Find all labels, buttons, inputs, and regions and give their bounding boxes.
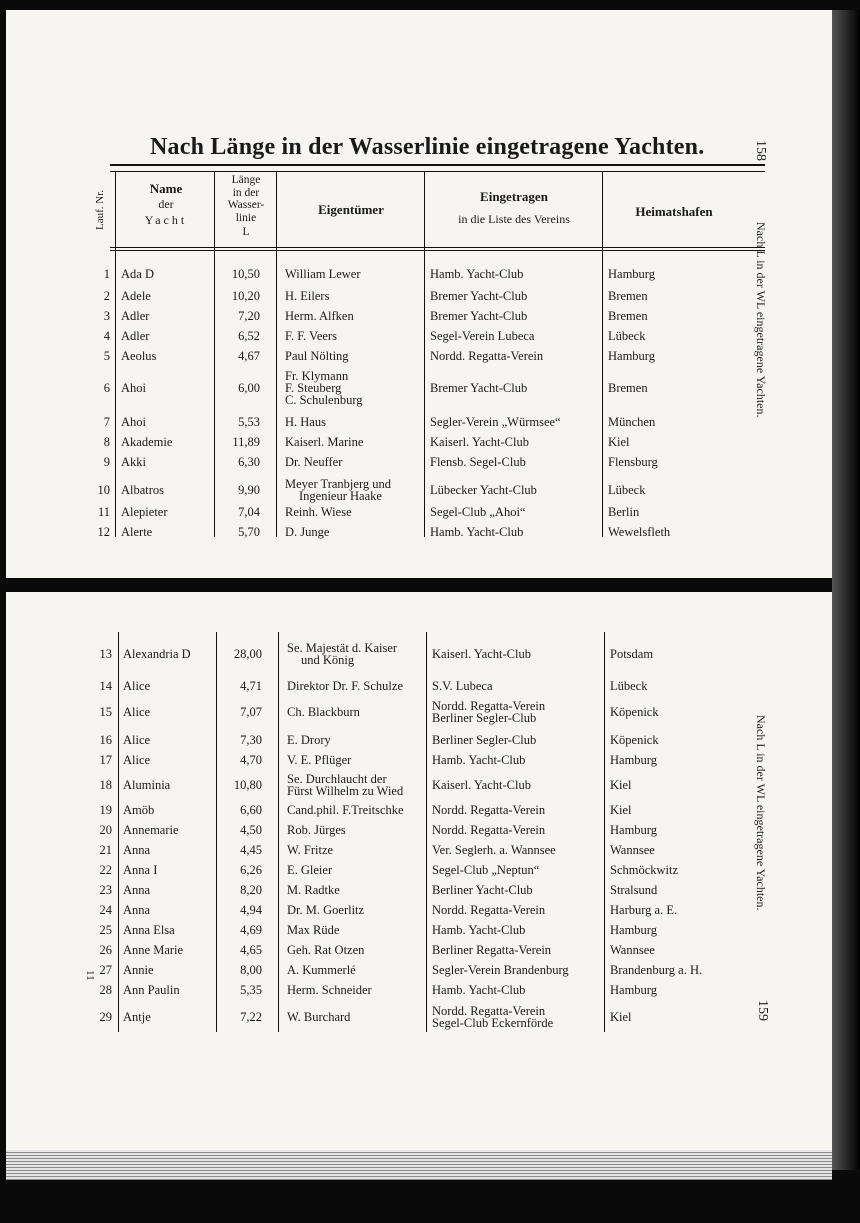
club-cell: [430, 286, 527, 306]
owner-line: D. Junge: [285, 525, 330, 539]
yacht-name: Annie: [123, 963, 154, 977]
waterline-length: 4,65: [240, 943, 262, 957]
yacht-name: Ada D: [121, 267, 154, 281]
club-cell: [432, 980, 525, 1000]
club-cell: [430, 432, 529, 452]
owner-line: H. Eilers: [285, 289, 330, 303]
home-port: Hamburg: [608, 349, 655, 363]
club-cell: [432, 820, 545, 840]
club-cell: [432, 676, 493, 696]
home-port: München: [608, 415, 656, 429]
home-port: Hamburg: [610, 983, 657, 997]
waterline-length: 10,50: [231, 267, 260, 281]
waterline-length: 8,00: [240, 963, 262, 977]
owner-line: A. Kummerlé: [287, 963, 356, 977]
owner-line: Reinh. Wiese: [285, 505, 352, 519]
header-bottom-rule-2: [110, 250, 765, 251]
owner-line: Fr. Klymann: [285, 369, 349, 383]
owner-cell: [287, 750, 427, 770]
home-port: Kiel: [610, 803, 632, 817]
club-line: Bremer Yacht-Club: [430, 381, 528, 395]
owner-cell: [287, 1004, 427, 1030]
club-cell: [432, 940, 551, 960]
owner-line: Kaiserl. Marine: [285, 435, 364, 449]
owner-cell: [285, 452, 425, 472]
yacht-name: Albatros: [121, 483, 165, 497]
yacht-name: Alice: [123, 753, 151, 767]
yacht-name: Amöb: [123, 803, 155, 817]
waterline-length: 10,80: [233, 778, 262, 792]
page-number-top: 158: [753, 140, 768, 161]
club-line: Segler-Verein „Würmsee“: [430, 415, 561, 429]
row-number: 2: [103, 289, 110, 303]
row-number: 22: [99, 863, 112, 877]
club-line: Hamb. Yacht-Club: [430, 525, 524, 539]
row-number: 28: [99, 983, 112, 997]
table-row: [0, 432, 760, 452]
table-row: [0, 452, 760, 472]
table-row: [0, 730, 760, 750]
signature-mark: 11: [84, 970, 96, 981]
home-port: Bremen: [608, 289, 648, 303]
table-row: [0, 676, 760, 696]
yacht-name: Akki: [121, 455, 146, 469]
yacht-name: Anna: [123, 903, 151, 917]
home-port: Schmöckwitz: [610, 863, 679, 877]
row-number: 13: [99, 647, 112, 661]
club-line: Berliner Segler-Club: [432, 733, 537, 747]
owner-line: Direktor Dr. F. Schulze: [287, 679, 403, 693]
yacht-name: Adler: [121, 329, 150, 343]
waterline-length: 5,53: [238, 415, 260, 429]
header-lauf-nr: Lauf. Nr.: [94, 189, 106, 231]
club-cell: [430, 326, 534, 346]
running-head-bottom: Nach L in der WL eingetragene Yachten.: [754, 715, 768, 911]
owner-line: E. Drory: [287, 733, 331, 747]
home-port: Kiel: [608, 435, 630, 449]
club-cell: [430, 346, 543, 366]
header-length: Länge in der Wasser- linie L: [227, 174, 265, 238]
waterline-length: 9,90: [238, 483, 260, 497]
home-port: Berlin: [608, 505, 640, 519]
waterline-length: 4,50: [240, 823, 262, 837]
yacht-name: Anna I: [123, 863, 158, 877]
home-port: Kiel: [610, 778, 632, 792]
club-line: Flensb. Segel-Club: [430, 455, 526, 469]
club-line: S.V. Lubeca: [432, 679, 493, 693]
row-number: 14: [99, 679, 112, 693]
home-port: Wannsee: [610, 943, 655, 957]
owner-cell: [285, 522, 425, 542]
owner-line: M. Radtke: [287, 883, 340, 897]
club-cell: [430, 306, 527, 326]
row-number: 10: [97, 483, 110, 497]
owner-cell: [287, 900, 427, 920]
table-row: [0, 502, 760, 522]
owner-cell: [285, 306, 425, 326]
page-title: Nach Länge in der Wasserlinie eingetragene Yachten.: [150, 134, 705, 160]
owner-line: Max Rüde: [287, 923, 340, 937]
waterline-length: 4,70: [240, 753, 262, 767]
row-number: 6: [103, 381, 110, 395]
header-bottom-rule: [110, 247, 765, 248]
owner-line: W. Burchard: [287, 1010, 351, 1024]
header-registered: Eingetragen in die Liste des Vereins: [458, 189, 570, 226]
table-row: [0, 368, 760, 408]
owner-cell: [285, 412, 425, 432]
owner-line: Rob. Jürges: [287, 823, 346, 837]
table-row: [0, 346, 760, 366]
home-port: Wannsee: [610, 843, 655, 857]
club-cell: [430, 264, 523, 284]
waterline-length: 7,22: [240, 1010, 262, 1024]
owner-line: William Lewer: [285, 267, 361, 281]
row-number: 11: [97, 505, 110, 519]
row-number: 25: [99, 923, 112, 937]
waterline-length: 11,89: [232, 435, 260, 449]
yacht-name: Annemarie: [123, 823, 179, 837]
home-port: Kiel: [610, 1010, 632, 1024]
waterline-length: 6,60: [240, 803, 262, 817]
home-port: Lübeck: [608, 329, 646, 343]
row-number: 16: [99, 733, 112, 747]
club-line: Ver. Seglerh. a. Wannsee: [432, 843, 556, 857]
row-number: 21: [99, 843, 112, 857]
owner-line: Se. Durchlaucht der: [287, 772, 387, 786]
club-line: Kaiserl. Yacht-Club: [430, 435, 529, 449]
owner-line: F. Steuberg: [285, 381, 342, 395]
club-line: Hamb. Yacht-Club: [430, 267, 524, 281]
waterline-length: 7,30: [240, 733, 262, 747]
header-port: Heimatshafen: [635, 204, 713, 219]
table-row: [0, 920, 760, 940]
table-row: [0, 960, 760, 980]
home-port: Lübeck: [610, 679, 648, 693]
club-line: Segler-Verein Brandenburg: [432, 963, 569, 977]
table-row: [0, 326, 760, 346]
owner-cell: [285, 346, 425, 366]
waterline-length: 7,20: [238, 309, 260, 323]
yacht-name: Anna: [123, 883, 151, 897]
owner-line: W. Fritze: [287, 843, 334, 857]
owner-line: F. F. Veers: [285, 329, 337, 343]
owner-line: V. E. Pflüger: [287, 753, 352, 767]
home-port: Flensburg: [608, 455, 658, 469]
club-line: Segel-Club Eckernförde: [432, 1016, 554, 1030]
waterline-length: 5,70: [238, 525, 260, 539]
club-line: Berliner Yacht-Club: [432, 883, 533, 897]
club-line: Nordd. Regatta-Verein: [430, 349, 544, 363]
club-cell: [430, 522, 523, 542]
owner-cell: [285, 370, 425, 406]
row-number: 26: [99, 943, 112, 957]
table-row: [0, 412, 760, 432]
yacht-name: Ahoi: [121, 381, 146, 395]
club-line: Berliner Regatta-Verein: [432, 943, 552, 957]
header-name: Name der Yacht: [144, 181, 188, 227]
owner-cell: [287, 860, 427, 880]
row-number: 1: [103, 267, 110, 281]
owner-cell: [287, 940, 427, 960]
club-cell: [432, 800, 545, 820]
waterline-length: 4,45: [240, 843, 262, 857]
club-cell: [432, 840, 556, 860]
club-cell: [432, 640, 531, 668]
owner-cell: [287, 880, 427, 900]
yacht-name: Alexandria D: [123, 647, 191, 661]
club-line: Hamb. Yacht-Club: [432, 983, 526, 997]
yacht-name: Aeolus: [121, 349, 157, 363]
row-number: 27: [99, 963, 112, 977]
table-row: [0, 820, 760, 840]
club-line: Kaiserl. Yacht-Club: [432, 778, 531, 792]
table-row: [0, 800, 760, 820]
club-line: Hamb. Yacht-Club: [432, 923, 526, 937]
owner-cell: [287, 676, 427, 696]
row-number: 19: [99, 803, 112, 817]
club-line: Lübecker Yacht-Club: [430, 483, 537, 497]
home-port: Bremen: [608, 381, 648, 395]
row-number: 7: [103, 415, 110, 429]
waterline-length: 7,04: [238, 505, 260, 519]
header-owner: Eigentümer: [318, 202, 384, 217]
home-port: Lübeck: [608, 483, 646, 497]
waterline-length: 8,20: [240, 883, 262, 897]
yacht-name: Anna: [123, 843, 151, 857]
table-row: [0, 306, 760, 326]
waterline-length: 4,69: [240, 923, 262, 937]
club-line: Nordd. Regatta-Verein: [432, 1004, 546, 1018]
row-number: 29: [99, 1010, 112, 1024]
club-cell: [432, 900, 545, 920]
home-port: Köpenick: [610, 705, 659, 719]
home-port: Bremen: [608, 309, 648, 323]
club-cell: [432, 772, 531, 798]
owner-cell: [285, 478, 425, 502]
club-cell: [432, 700, 545, 724]
table-row: [0, 860, 760, 880]
table-row: [0, 940, 760, 960]
club-line: Segel-Club „Neptun“: [432, 863, 540, 877]
owner-line: Meyer Tranbjerg und: [285, 477, 392, 491]
club-line: Segel-Verein Lubeca: [430, 329, 535, 343]
owner-line: C. Schulenburg: [285, 393, 363, 407]
club-cell: [430, 502, 525, 522]
club-cell: [430, 412, 561, 432]
owner-cell: [287, 980, 427, 1000]
row-number: 3: [103, 309, 110, 323]
owner-cell: [287, 840, 427, 860]
owner-cell: [287, 800, 427, 820]
owner-cell: [287, 920, 427, 940]
owner-line: und König: [301, 653, 355, 667]
row-number: 23: [99, 883, 112, 897]
table-row: [0, 880, 760, 900]
book-edge-shadow: [832, 10, 860, 1170]
home-port: Hamburg: [610, 753, 657, 767]
waterline-length: 6,52: [238, 329, 260, 343]
owner-line: Ch. Blackburn: [287, 705, 360, 719]
home-port: Brandenburg a. H.: [610, 963, 703, 977]
owner-cell: [287, 730, 427, 750]
club-line: Nordd. Regatta-Verein: [432, 823, 546, 837]
yacht-name: Alice: [123, 679, 151, 693]
home-port: Harburg a. E.: [610, 903, 678, 917]
title-rule: [110, 164, 765, 166]
home-port: Wewelsfleth: [608, 525, 671, 539]
waterline-length: 4,67: [238, 349, 260, 363]
waterline-length: 7,07: [240, 705, 262, 719]
owner-line: Fürst Wilhelm zu Wied: [287, 784, 404, 798]
owner-line: Se. Majestät d. Kaiser: [287, 641, 398, 655]
owner-cell: [285, 502, 425, 522]
waterline-length: 6,26: [240, 863, 262, 877]
owner-line: E. Gleier: [287, 863, 333, 877]
owner-cell: [285, 286, 425, 306]
home-port: Stralsund: [610, 883, 658, 897]
home-port: Hamburg: [608, 267, 655, 281]
owner-cell: [287, 960, 427, 980]
home-port: Hamburg: [610, 923, 657, 937]
owner-line: H. Haus: [285, 415, 326, 429]
yacht-name: Ahoi: [121, 415, 146, 429]
running-head-top: Nach L in der WL eingetragene Yachten.: [754, 222, 768, 418]
table-row: [0, 1004, 760, 1030]
owner-line: Geh. Rat Otzen: [287, 943, 365, 957]
table-row: [0, 772, 760, 798]
yacht-name: Anna Elsa: [123, 923, 175, 937]
club-cell: [430, 368, 527, 408]
yacht-name: Alepieter: [121, 505, 168, 519]
yacht-name: Adele: [121, 289, 151, 303]
owner-cell: [287, 642, 427, 666]
home-port: Hamburg: [610, 823, 657, 837]
table-row: [0, 750, 760, 770]
yacht-name: Adler: [121, 309, 150, 323]
waterline-length: 10,20: [231, 289, 260, 303]
row-number: 4: [103, 329, 110, 343]
waterline-length: 6,30: [238, 455, 260, 469]
yacht-name: Alice: [123, 733, 151, 747]
club-line: Bremer Yacht-Club: [430, 289, 528, 303]
row-number: 20: [99, 823, 112, 837]
waterline-length: 4,71: [240, 679, 262, 693]
club-line: Nordd. Regatta-Verein: [432, 903, 546, 917]
row-number: 17: [99, 753, 112, 767]
owner-line: Cand.phil. F.Treitschke: [287, 803, 404, 817]
row-number: 8: [103, 435, 110, 449]
club-line: Hamb. Yacht-Club: [432, 753, 526, 767]
club-line: Nordd. Regatta-Verein: [432, 803, 546, 817]
club-cell: [432, 880, 533, 900]
club-cell: [432, 1005, 553, 1029]
table-row: [0, 700, 760, 724]
row-number: 12: [97, 525, 110, 539]
row-number: 15: [99, 705, 112, 719]
club-line: Berliner Segler-Club: [432, 711, 537, 725]
club-line: Nordd. Regatta-Verein: [432, 699, 546, 713]
row-number: 5: [103, 349, 110, 363]
table-row: [0, 640, 760, 668]
table-row: [0, 840, 760, 860]
club-cell: [432, 750, 525, 770]
owner-cell: [287, 820, 427, 840]
club-cell: [432, 960, 569, 980]
table-row: [0, 478, 760, 502]
yacht-name: Aluminia: [123, 778, 171, 792]
club-cell: [432, 730, 536, 750]
owner-line: Paul Nölting: [285, 349, 349, 363]
table-row: [0, 980, 760, 1000]
header-top-rule: [110, 171, 765, 172]
owner-line: Dr. M. Goerlitz: [287, 903, 365, 917]
page-stack-edge: [6, 1150, 832, 1180]
waterline-length: 6,00: [238, 381, 260, 395]
owner-line: Ingenieur Haake: [299, 489, 382, 503]
yacht-name: Alerte: [121, 525, 153, 539]
owner-cell: [287, 773, 427, 797]
row-number: 24: [99, 903, 112, 917]
club-line: Kaiserl. Yacht-Club: [432, 647, 531, 661]
yacht-name: Akademie: [121, 435, 173, 449]
table-row: [0, 522, 760, 542]
club-cell: [430, 478, 537, 502]
owner-cell: [285, 264, 425, 284]
home-port: Köpenick: [610, 733, 659, 747]
table-row: [0, 286, 760, 306]
owner-line: Herm. Alfken: [285, 309, 354, 323]
club-cell: [430, 452, 526, 472]
owner-line: Dr. Neuffer: [285, 455, 343, 469]
owner-cell: [285, 326, 425, 346]
club-cell: [432, 860, 539, 880]
waterline-length: 5,35: [240, 983, 262, 997]
yacht-name: Anne Marie: [123, 943, 184, 957]
row-number: 18: [99, 778, 112, 792]
table-row: [0, 264, 760, 284]
waterline-length: 4,94: [240, 903, 262, 917]
owner-cell: [287, 700, 427, 724]
table-row: [0, 900, 760, 920]
waterline-length: 28,00: [233, 647, 262, 661]
home-port: Potsdam: [610, 647, 654, 661]
yacht-name: Ann Paulin: [123, 983, 180, 997]
club-cell: [432, 920, 525, 940]
owner-cell: [285, 432, 425, 452]
yacht-name: Antje: [123, 1010, 151, 1024]
club-line: Segel-Club „Ahoi“: [430, 505, 526, 519]
row-number: 9: [103, 455, 110, 469]
yacht-name: Alice: [123, 705, 151, 719]
page-number-bottom: 159: [755, 1000, 770, 1021]
club-line: Bremer Yacht-Club: [430, 309, 528, 323]
owner-line: Herm. Schneider: [287, 983, 372, 997]
